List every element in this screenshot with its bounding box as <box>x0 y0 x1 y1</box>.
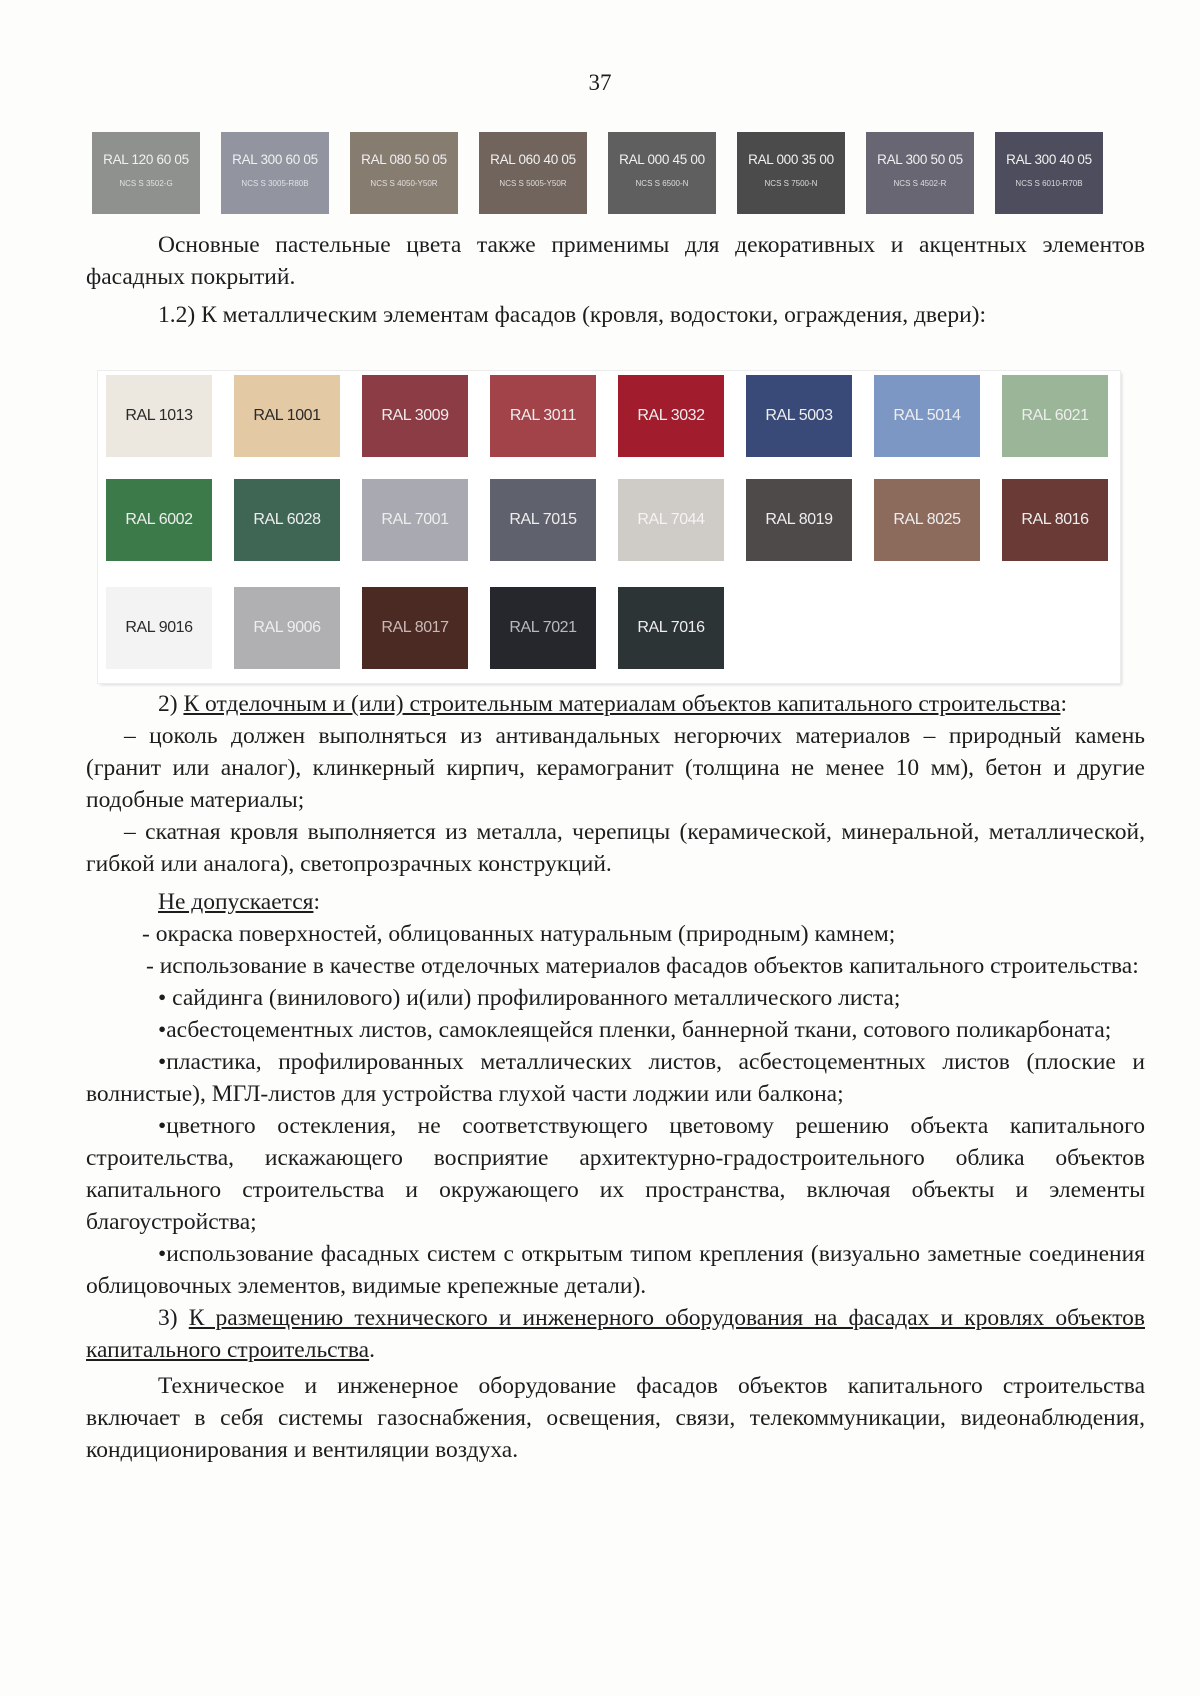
ral-code: RAL 120 60 05 <box>103 152 189 167</box>
not-allowed-title: Не допускается <box>158 889 314 915</box>
ncs-code: NCS S 6500-N <box>635 179 689 188</box>
ral-code: RAL 000 35 00 <box>748 152 834 167</box>
bullet-item: • сайдинга (винилового) и(или) профилированного металлического листа; <box>158 985 901 1011</box>
ncs-code: NCS S 3005-R80B <box>241 179 309 188</box>
not-allowed-colon: : <box>313 889 320 915</box>
metal-swatch: RAL 7044 <box>618 479 724 561</box>
section-3-period: . <box>369 1337 375 1363</box>
metal-swatch: RAL 6028 <box>234 479 340 561</box>
metal-swatch: RAL 1001 <box>234 375 340 457</box>
pastel-swatch <box>350 132 458 214</box>
ral-code: RAL 080 50 05 <box>361 152 447 167</box>
ncs-code: NCS S 7500-N <box>764 179 818 188</box>
metal-swatch: RAL 5014 <box>874 375 980 457</box>
metal-swatch: RAL 6021 <box>1002 375 1108 457</box>
material-item: – цоколь должен выполняться из антивандальных негорючих материалов – природный камень (гранит или аналог), клинкерный кирпич, керамогранит (толщина не менее 10 мм), бетон и другие подобные материалы; <box>86 723 1145 813</box>
metal-swatch: RAL 3011 <box>490 375 596 457</box>
bullet-item: •пластика, профилированных металлических листов, асбестоцементных листов (плоские и волнистые), МГЛ-листов для устройства глухой части лоджии или балкона; <box>86 1049 1145 1107</box>
paragraph-equipment: Техническое и инженерное оборудование фасадов объектов капитального строительства включает в себя системы газоснабжения, освещения, связи, телекоммуникации, видеонаблюдения, кондиционирования и вентиляции воздуха. <box>86 1373 1145 1463</box>
metal-swatch: RAL 7015 <box>490 479 596 561</box>
bullet-item: •асбестоцементных листов, самоклеящейся пленки, баннерной ткани, сотового поликарбоната; <box>158 1017 1112 1043</box>
pastel-swatch <box>92 132 200 214</box>
section-2-number: 2) <box>158 691 178 717</box>
ral-code: RAL 060 40 05 <box>490 152 576 167</box>
section-3-number: 3) <box>158 1305 178 1331</box>
dash-item: - окраска поверхностей, облицованных натуральным (природным) камнем; <box>142 921 896 947</box>
pastel-swatch <box>995 132 1103 214</box>
metal-swatch: RAL 8025 <box>874 479 980 561</box>
metal-swatch: RAL 3009 <box>362 375 468 457</box>
paragraph-metal: 1.2) К металлическим элементам фасадов (кровля, водостоки, ограждения, двери): <box>158 302 986 328</box>
metal-swatch: RAL 8017 <box>362 587 468 669</box>
pastel-swatch <box>866 132 974 214</box>
paragraph-pastel: Основные пастельные цвета также применимы для декоративных и акцентных элементов фасадных покрытий. <box>86 232 1145 290</box>
intro-text <box>86 229 1145 331</box>
pastel-color-row <box>92 132 1103 214</box>
pastel-swatch <box>479 132 587 214</box>
section-3-heading <box>86 1302 1145 1366</box>
main-text <box>86 688 1145 1466</box>
metal-swatch: RAL 8019 <box>746 479 852 561</box>
metal-swatch: RAL 3032 <box>618 375 724 457</box>
ncs-code: NCS S 6010-R70B <box>1015 179 1083 188</box>
ncs-code: NCS S 5005-Y50R <box>499 179 567 188</box>
ral-code: RAL 000 45 00 <box>619 152 705 167</box>
ral-code: RAL 300 40 05 <box>1006 152 1092 167</box>
bullet-item: •цветного остекления, не соответствующего цветовому решению объекта капитального строительства, искажающего восприятие архитектурно-градостроительного облика объектов капитального строительства и окружающего их пространства, включая объекты и элементы благоустройства; <box>86 1113 1145 1235</box>
page-number: 37 <box>588 70 612 95</box>
ral-code: RAL 300 50 05 <box>877 152 963 167</box>
pastel-swatch <box>221 132 329 214</box>
section-2-colon: : <box>1060 691 1067 717</box>
bullet-item: •использование фасадных систем с открытым типом крепления (визуально заметные соединения облицовочных элементов, видимые крепежные детали). <box>86 1241 1145 1299</box>
ncs-code: NCS S 3502-G <box>119 179 173 188</box>
not-allowed-heading <box>86 886 1145 918</box>
material-item: – скатная кровля выполняется из металла, черепицы (керамической, минеральной, металлической, гибкой или аналога), светопрозрачных конструкций. <box>86 819 1145 877</box>
metal-swatch: RAL 1013 <box>106 375 212 457</box>
metal-swatch: RAL 6002 <box>106 479 212 561</box>
ncs-code: NCS S 4502-R <box>893 179 947 188</box>
metal-swatch: RAL 7016 <box>618 587 724 669</box>
metal-swatch: RAL 9006 <box>234 587 340 669</box>
metal-swatch: RAL 7001 <box>362 479 468 561</box>
section-2-heading <box>86 688 1145 720</box>
pastel-swatch <box>608 132 716 214</box>
section-2-title: К отделочным и (или) строительным материалам объектов капитального строительства <box>183 691 1061 717</box>
pastel-swatch <box>737 132 845 214</box>
metal-swatch: RAL 8016 <box>1002 479 1108 561</box>
ral-code: RAL 300 60 05 <box>232 152 318 167</box>
metal-swatch: RAL 5003 <box>746 375 852 457</box>
metal-swatch: RAL 9016 <box>106 587 212 669</box>
metal-swatch: RAL 7021 <box>490 587 596 669</box>
dash-item: - использование в качестве отделочных материалов фасадов объектов капитального строительства: <box>146 953 1139 979</box>
ncs-code: NCS S 4050-Y50R <box>370 179 438 188</box>
section-3-title: К размещению технического и инженерного оборудования на фасадах и кровлях объектов капитального строительства <box>86 1305 1145 1363</box>
metal-color-palette <box>98 371 1120 683</box>
